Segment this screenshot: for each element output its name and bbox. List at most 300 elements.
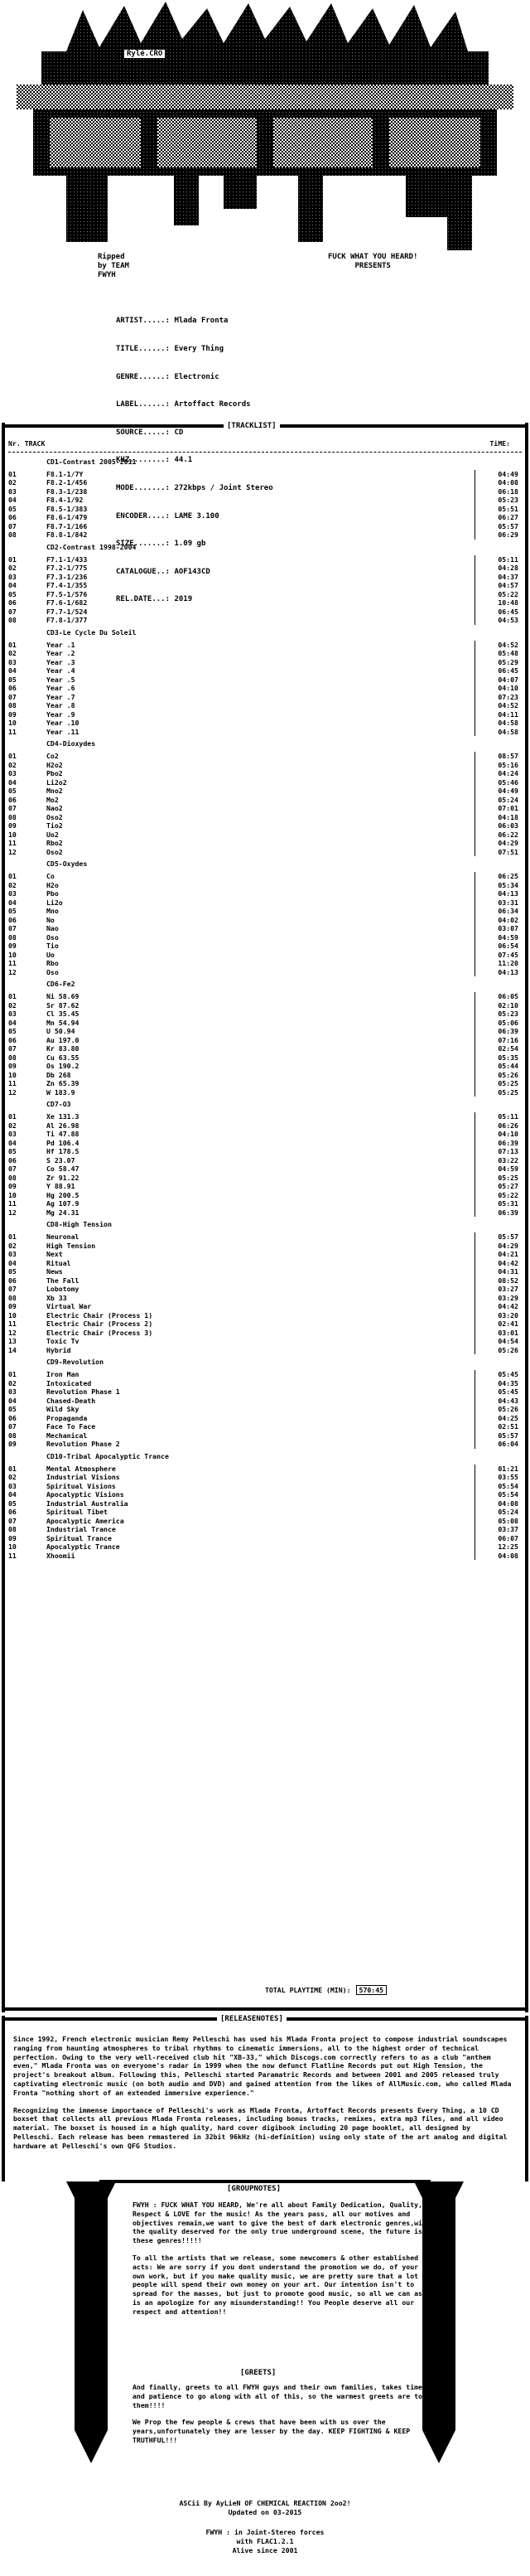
- greets: [132, 2383, 431, 2453]
- track-number: 03: [8, 657, 17, 666]
- track-time: 02:51: [475, 1422, 522, 1431]
- track-number: 08: [8, 1053, 17, 1062]
- track-number: 11: [8, 1199, 17, 1208]
- track-time: 06:27: [475, 513, 522, 522]
- track-time: 06:29: [475, 530, 522, 540]
- divider: [99, 2180, 431, 2183]
- track-title: Rbo2: [46, 839, 63, 847]
- track-row: [8, 1499, 522, 1508]
- track-title: Zr 91.22: [46, 1173, 80, 1182]
- track-title: F7.8-1/377: [46, 616, 88, 624]
- track-time: 07:23: [475, 693, 522, 702]
- track-row: [8, 951, 522, 960]
- track-number: 03: [8, 1481, 17, 1490]
- track-row: [8, 564, 522, 573]
- info-catalogue: CATALOGUE..: AOF143CD: [116, 567, 210, 576]
- track-number: 06: [8, 1035, 17, 1044]
- track-title: Co: [46, 872, 55, 880]
- track-number: 13: [8, 1337, 17, 1345]
- track-row: [8, 1311, 522, 1320]
- track-row: [8, 590, 522, 599]
- track-time: 04:02: [475, 916, 522, 925]
- track-number: 10: [8, 950, 17, 959]
- track-number: 06: [8, 598, 17, 607]
- credit-line: FWYH: [98, 271, 116, 279]
- track-row: [8, 1508, 522, 1517]
- track-time: 06:34: [475, 907, 522, 916]
- track-row: [8, 1139, 522, 1148]
- track-row: [8, 608, 522, 617]
- tracklist: [8, 439, 522, 1560]
- track-time: 03:31: [475, 898, 522, 908]
- track-number: 12: [8, 1328, 17, 1337]
- track-row: [8, 769, 522, 778]
- track-number: 07: [8, 1422, 17, 1431]
- track-number: 08: [8, 701, 17, 709]
- track-time: 04:07: [475, 675, 522, 685]
- track-time: 04:58: [475, 719, 522, 728]
- track-number: 02: [8, 649, 17, 657]
- track-number: 01: [8, 1464, 17, 1473]
- track-time: 05:25: [475, 1174, 522, 1183]
- track-title: S 23.07: [46, 1155, 75, 1165]
- track-title: Db 268: [46, 1070, 71, 1079]
- track-number: 05: [8, 1405, 17, 1413]
- track-title: Oso2: [46, 812, 63, 821]
- track-title: Next: [46, 1250, 63, 1258]
- track-row: [8, 848, 522, 857]
- track-number: 02: [8, 760, 17, 769]
- info-mode: MODE.......: 272kbps / Joint Stereo: [116, 483, 273, 492]
- track-title: Toxic Tv: [46, 1337, 80, 1345]
- track-number: 11: [8, 1319, 17, 1328]
- track-title: Industrial Australia: [46, 1499, 128, 1508]
- disc-title: CD2-Contrast 1998-2004: [46, 542, 137, 551]
- track-row: [8, 1036, 522, 1045]
- track-title: Year .6: [46, 684, 75, 692]
- track-title: H2o: [46, 880, 59, 889]
- track-number: 10: [8, 1070, 17, 1079]
- track-time: 04:53: [475, 616, 522, 625]
- track-title: F8.4-1/92: [46, 496, 84, 504]
- track-number: 04: [8, 1396, 17, 1405]
- track-number: 01: [8, 752, 17, 760]
- track-number: 04: [8, 1490, 17, 1499]
- track-number: 07: [8, 924, 17, 932]
- track-number: 06: [8, 1276, 17, 1285]
- track-number: 09: [8, 821, 17, 830]
- track-row: [8, 1482, 522, 1491]
- track-number: 01: [8, 469, 17, 478]
- track-time: 06:25: [475, 872, 522, 881]
- track-number: 09: [8, 942, 17, 950]
- track-time: 03:01: [475, 1329, 522, 1338]
- track-row: [8, 616, 522, 625]
- fwyh-logo: [17, 2, 513, 275]
- track-row: [8, 487, 522, 496]
- track-row: [8, 804, 522, 813]
- track-time: 05:57: [475, 1431, 522, 1441]
- track-row: [8, 1285, 522, 1294]
- track-title: Neuronal: [46, 1232, 80, 1241]
- track-time: 08:52: [475, 1276, 522, 1286]
- track-row: [8, 1542, 522, 1552]
- track-row: [8, 1088, 522, 1097]
- track-row: [8, 1397, 522, 1406]
- track-time: 08:57: [475, 752, 522, 761]
- tracklist-header: [8, 439, 522, 448]
- track-row: [8, 1053, 522, 1063]
- track-title: Al 26.98: [46, 1121, 80, 1130]
- track-title: Oso: [46, 967, 59, 976]
- track-row: [8, 658, 522, 667]
- track-number: 06: [8, 513, 17, 521]
- track-row: [8, 1440, 522, 1449]
- track-title: F7.3-1/236: [46, 572, 88, 581]
- track-number: 08: [8, 530, 17, 539]
- track-time: 05:23: [475, 1010, 522, 1019]
- track-row: [8, 1182, 522, 1191]
- track-time: 04:08: [475, 478, 522, 487]
- track-row: [8, 959, 522, 968]
- track-number: 06: [8, 1413, 17, 1422]
- track-time: 05:22: [475, 1191, 522, 1200]
- track-time: 02:41: [475, 1319, 522, 1329]
- track-row: [8, 1232, 522, 1242]
- track-time: 05:25: [475, 1079, 522, 1088]
- track-number: 07: [8, 804, 17, 812]
- track-row: [8, 907, 522, 916]
- track-title: F8.5-1/383: [46, 504, 88, 513]
- track-time: 05:23: [475, 496, 522, 505]
- header-track: TRACK: [24, 439, 46, 448]
- track-row: [8, 968, 522, 977]
- track-title: Mechanical: [46, 1431, 88, 1440]
- track-row: [8, 1405, 522, 1414]
- track-number: 05: [8, 675, 17, 684]
- track-title: Mo2: [46, 795, 59, 804]
- track-time: 05:57: [475, 1232, 522, 1242]
- track-title: F8.7-1/166: [46, 521, 88, 530]
- track-time: 04:42: [475, 1259, 522, 1268]
- ascii-credit: [0, 2499, 530, 2517]
- track-number: 07: [8, 1516, 17, 1525]
- track-time: 06:39: [475, 1027, 522, 1036]
- track-title: Au 197.0: [46, 1035, 80, 1044]
- track-time: 04:10: [475, 684, 522, 693]
- track-row: [8, 796, 522, 805]
- track-time: 04:43: [475, 1397, 522, 1406]
- track-title: F7.1-1/433: [46, 554, 88, 564]
- track-title: Year .1: [46, 640, 75, 649]
- track-number: 05: [8, 907, 17, 915]
- track-title: Hg 200.5: [46, 1190, 80, 1199]
- track-row: [8, 1319, 522, 1329]
- track-number: 01: [8, 872, 17, 880]
- track-title: Ritual: [46, 1258, 71, 1267]
- track-number: 07: [8, 1165, 17, 1173]
- disc-title: CD3-Le Cycle Du Soleil: [46, 627, 137, 637]
- track-title: Uo: [46, 950, 55, 959]
- disc-title: CD8-High Tension: [46, 1220, 112, 1228]
- track-number: 06: [8, 1508, 17, 1516]
- track-number: 12: [8, 847, 17, 856]
- track-number: 05: [8, 1027, 17, 1035]
- track-time: 04:10: [475, 1130, 522, 1139]
- track-time: 04:24: [475, 769, 522, 778]
- track-title: Mn 54.94: [46, 1018, 80, 1027]
- track-time: 05:29: [475, 658, 522, 667]
- track-title: Apocalyptic America: [46, 1516, 124, 1525]
- track-number: 04: [8, 496, 17, 504]
- track-time: 06:45: [475, 608, 522, 617]
- track-title: Year .10: [46, 719, 80, 727]
- track-number: 14: [8, 1345, 17, 1354]
- track-title: Co 58.47: [46, 1165, 80, 1173]
- track-title: Chased-Death: [46, 1396, 96, 1405]
- track-row: [8, 1346, 522, 1355]
- track-number: 02: [8, 1121, 17, 1130]
- disc-title: CD9-Revolution: [46, 1358, 104, 1366]
- track-row: [8, 684, 522, 693]
- track-row: [8, 581, 522, 590]
- track-time: 07:45: [475, 951, 522, 960]
- track-time: 04:59: [475, 933, 522, 942]
- track-row: [8, 1534, 522, 1543]
- track-time: 05:06: [475, 1019, 522, 1028]
- track-row: [8, 1242, 522, 1251]
- track-time: 04:35: [475, 1379, 522, 1388]
- track-number: 05: [8, 1147, 17, 1155]
- track-number: 09: [8, 1182, 17, 1190]
- track-number: 06: [8, 684, 17, 692]
- track-title: Apocalyptic Trance: [46, 1542, 120, 1551]
- track-title: Hf 178.5: [46, 1147, 80, 1155]
- track-number: 03: [8, 769, 17, 777]
- track-title: The Fall: [46, 1276, 80, 1285]
- track-number: 03: [8, 572, 17, 581]
- logo-tag: Rylé.CRO: [124, 50, 165, 58]
- track-title: Year .11: [46, 727, 80, 736]
- track-time: 06:22: [475, 830, 522, 840]
- track-time: 05:26: [475, 1071, 522, 1080]
- track-number: 07: [8, 521, 17, 530]
- track-title: F7.2-1/775: [46, 564, 88, 572]
- track-row: [8, 1174, 522, 1183]
- track-title: Electric Chair (Process 1): [46, 1310, 153, 1319]
- track-number: 02: [8, 478, 17, 487]
- track-title: Ti 47.88: [46, 1130, 80, 1138]
- track-title: Cl 35.45: [46, 1010, 80, 1018]
- track-title: Propaganda: [46, 1413, 88, 1422]
- track-time: 03:07: [475, 924, 522, 933]
- track-time: 11:20: [475, 959, 522, 968]
- track-title: Industrial Visions: [46, 1473, 120, 1481]
- track-time: 05:11: [475, 1112, 522, 1121]
- track-row: [8, 1010, 522, 1019]
- track-title: Pbo2: [46, 769, 63, 777]
- track-title: Pd 106.4: [46, 1138, 80, 1147]
- track-row: [8, 513, 522, 522]
- track-title: F7.4-1/355: [46, 581, 88, 589]
- track-time: 04:49: [475, 787, 522, 796]
- track-title: Y 88.91: [46, 1182, 75, 1190]
- track-time: 05:51: [475, 505, 522, 514]
- track-title: Ni 58.69: [46, 992, 80, 1000]
- credit-line: PRESENTS: [354, 262, 391, 270]
- track-number: 01: [8, 1370, 17, 1378]
- credit-line: FUCK WHAT YOU HEARD!: [328, 253, 418, 261]
- track-number: 08: [8, 1293, 17, 1302]
- track-number: 03: [8, 487, 17, 496]
- track-row: [8, 1191, 522, 1200]
- track-time: 04:21: [475, 1250, 522, 1259]
- track-number: 07: [8, 1285, 17, 1293]
- track-title: Xhoomii: [46, 1551, 75, 1560]
- track-time: 05:24: [475, 796, 522, 805]
- track-title: Iron Man: [46, 1370, 80, 1378]
- track-time: 04:13: [475, 889, 522, 898]
- header-time: TiME:: [489, 439, 510, 448]
- track-number: 05: [8, 589, 17, 598]
- track-row: [8, 787, 522, 796]
- left-pillar: [66, 2181, 116, 2463]
- track-row: [8, 924, 522, 933]
- track-row: [8, 693, 522, 702]
- track-number: 11: [8, 839, 17, 847]
- track-time: 04:11: [475, 710, 522, 719]
- track-title: Mental Atmosphere: [46, 1464, 116, 1473]
- track-title: F8.6-1/479: [46, 513, 88, 521]
- track-number: 04: [8, 666, 17, 675]
- track-title: Wild Sky: [46, 1405, 80, 1413]
- track-time: 06:45: [475, 666, 522, 675]
- track-row: [8, 522, 522, 531]
- track-time: 04:08: [475, 1499, 522, 1508]
- track-title: Pbo: [46, 889, 59, 898]
- track-row: [8, 1199, 522, 1208]
- info-genre: GENRE......: Electronic: [116, 372, 219, 381]
- track-title: H2o2: [46, 760, 63, 769]
- group-paragraph: FWYH : FUCK WHAT YOU HEARD, We're all about Family Dedication, Quality, Respect & LOVE for the music! As the years pass, all our motives and objectives remain,we want to give the best of dark electronic genres,with the quality deserved for the only true underground scene, the future is these genres!!!!!: [132, 2201, 431, 2245]
- track-row: [8, 752, 522, 761]
- track-title: Os 190.2: [46, 1062, 80, 1070]
- track-title: Nao: [46, 924, 59, 932]
- track-row: [8, 1337, 522, 1346]
- track-number: 09: [8, 1533, 17, 1542]
- ascii-credit-line: ASCii By AyLieN OF CHEMICAL REACTION 2oo2!: [179, 2499, 351, 2507]
- track-time: 04:29: [475, 839, 522, 848]
- track-title: Tio2: [46, 821, 63, 830]
- track-title: News: [46, 1267, 63, 1276]
- track-time: 06:03: [475, 821, 522, 830]
- track-number: 12: [8, 967, 17, 976]
- track-number: 03: [8, 1130, 17, 1138]
- track-number: 09: [8, 1302, 17, 1310]
- track-number: 10: [8, 830, 17, 839]
- track-number: 04: [8, 1018, 17, 1027]
- track-title: High Tension: [46, 1241, 96, 1250]
- track-row: [8, 1517, 522, 1526]
- track-time: 05:25: [475, 1088, 522, 1097]
- track-number: 02: [8, 880, 17, 889]
- track-number: 06: [8, 1155, 17, 1165]
- track-time: 04:49: [475, 470, 522, 479]
- total-label: TOTAL PLAYTIME (MIN):: [265, 1986, 351, 1994]
- track-time: 02:54: [475, 1044, 522, 1053]
- track-title: Sr 87.62: [46, 1000, 80, 1010]
- track-row: [8, 1525, 522, 1534]
- track-time: 05:57: [475, 522, 522, 531]
- track-title: Spiritual Trance: [46, 1533, 112, 1542]
- track-number: 02: [8, 1378, 17, 1387]
- track-time: 05:44: [475, 1062, 522, 1071]
- track-number: 01: [8, 1232, 17, 1241]
- track-title: Intoxicated: [46, 1378, 92, 1387]
- track-time: 05:26: [475, 1405, 522, 1414]
- track-number: 08: [8, 1525, 17, 1533]
- track-number: 02: [8, 1000, 17, 1010]
- groupnotes-title: [GROUPNOTES]: [224, 2185, 284, 2193]
- track-number: 02: [8, 1241, 17, 1250]
- credit-line: Ripped: [98, 253, 125, 261]
- track-title: Xb 33: [46, 1293, 67, 1302]
- track-title: F8.2-1/456: [46, 478, 88, 487]
- track-row: [8, 881, 522, 890]
- track-title: Cu 63.55: [46, 1053, 80, 1062]
- track-time: 04:52: [475, 641, 522, 650]
- track-time: 05:27: [475, 1182, 522, 1191]
- track-time: 05:22: [475, 590, 522, 599]
- track-row: [8, 1044, 522, 1053]
- motto-line: FWYH : in Joint-Stereo forces: [205, 2528, 325, 2536]
- info-title: TITLE......: Every Thing: [116, 345, 224, 353]
- track-row: [8, 1019, 522, 1028]
- track-time: 07:13: [475, 1147, 522, 1156]
- track-number: 06: [8, 915, 17, 924]
- track-time: 03:22: [475, 1156, 522, 1165]
- track-title: Revolution Phase 2: [46, 1440, 120, 1448]
- track-title: Year .5: [46, 675, 75, 684]
- track-title: Year .8: [46, 701, 75, 709]
- info-source: SOURCE.....: CD: [116, 428, 184, 437]
- group-notes: [132, 2201, 431, 2325]
- info-label: LABEL......: Artoffact Records: [116, 400, 251, 409]
- greets-title: [GREETS]: [237, 2369, 279, 2377]
- track-time: 06:54: [475, 942, 522, 951]
- track-row: [8, 470, 522, 479]
- track-row: [8, 641, 522, 650]
- track-row: [8, 530, 522, 540]
- track-row: [8, 1473, 522, 1482]
- track-number: 12: [8, 1208, 17, 1217]
- total-value: 570:45: [356, 1985, 388, 1995]
- track-row: [8, 675, 522, 685]
- track-time: 01:21: [475, 1465, 522, 1474]
- track-title: Kr 83.80: [46, 1044, 80, 1053]
- release-paragraph: Recognizing the immense importance of Pelleschi's work as Mlada Fronta, Artoffact Records presents Every Thing, a 10 CD boxset that collects all previous Mlada Fronta releases, including bonus tracks, remixes, extra mp3 files, and all video material. The boxset is housed in a high quality, hard cover digibook including 20 page booklet, all designed by Pelleschi. Each release has been remastered in 32bit 96kHz (hi-definition) using only state of the art analog and digital hardware at Pelleschi's own QFG Studios.: [13, 2105, 508, 2150]
- track-row: [8, 1414, 522, 1423]
- track-number: 04: [8, 898, 17, 907]
- track-time: 06:05: [475, 992, 522, 1001]
- track-title: F8.8-1/842: [46, 530, 88, 539]
- track-row: [8, 496, 522, 505]
- track-time: 05:35: [475, 1053, 522, 1063]
- track-row: [8, 1465, 522, 1474]
- track-title: Xe 131.3: [46, 1112, 80, 1121]
- track-row: [8, 1422, 522, 1431]
- track-row: [8, 821, 522, 830]
